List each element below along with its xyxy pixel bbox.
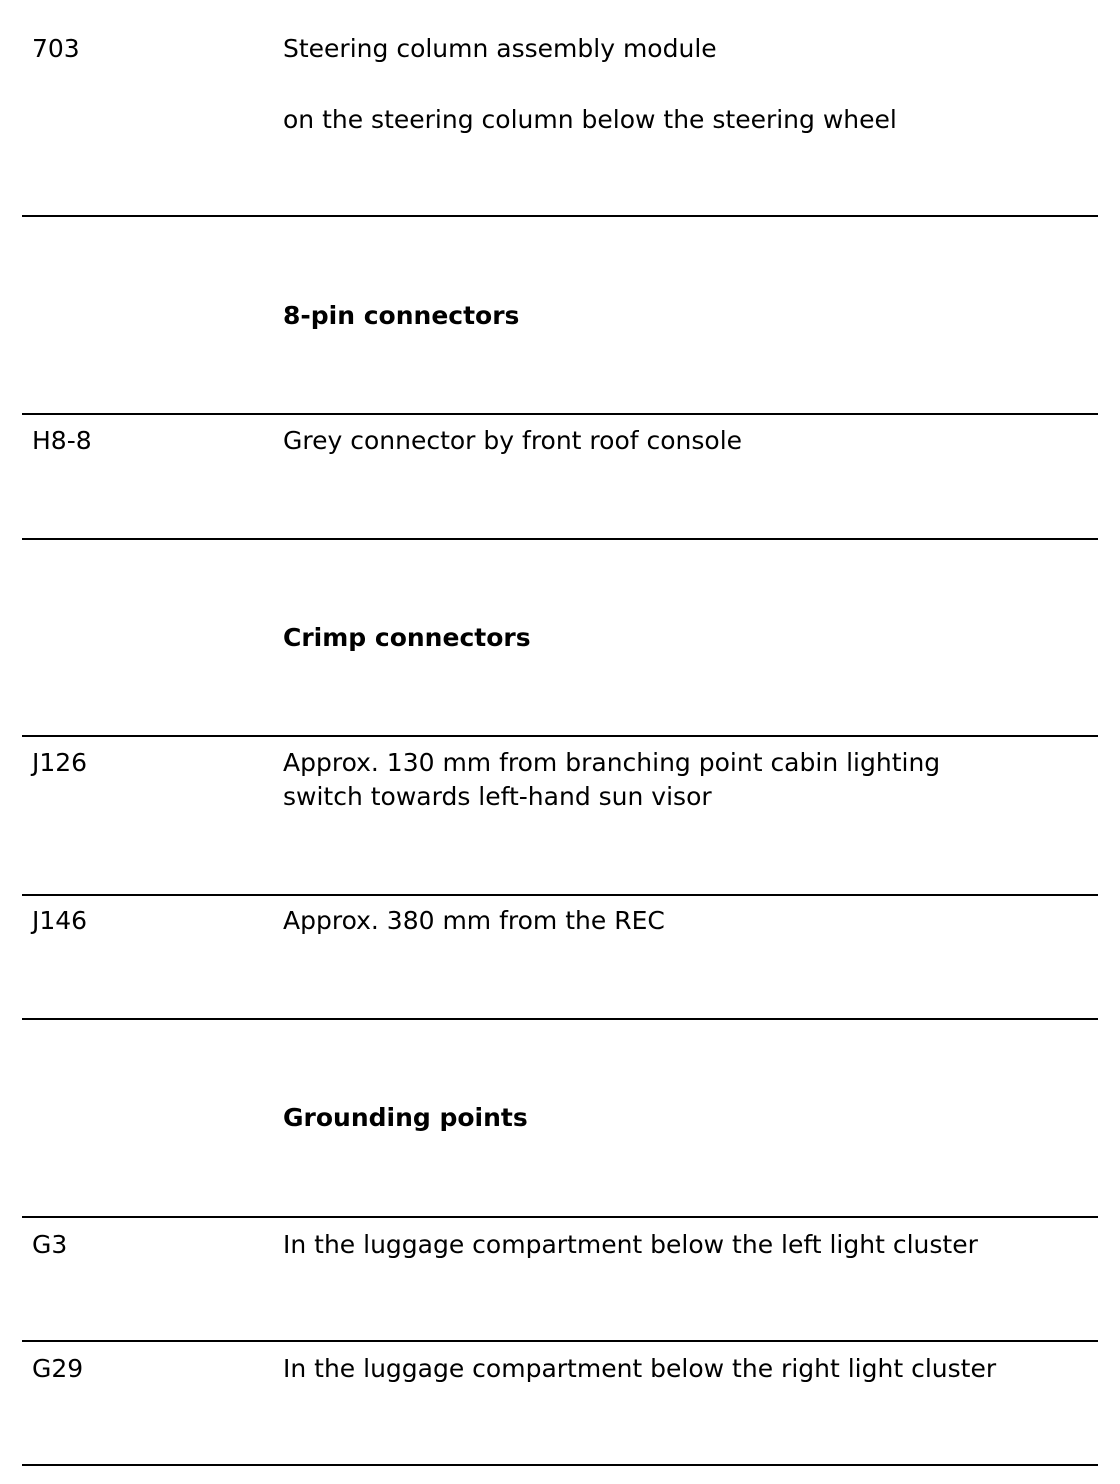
row-divider (22, 735, 1098, 737)
row-divider (22, 215, 1098, 217)
row-divider (22, 894, 1098, 896)
row-divider (22, 413, 1098, 415)
component-description-line: Steering column assembly module (283, 34, 717, 63)
row-divider (22, 1018, 1098, 1020)
component-code-g29: G29 (32, 1354, 84, 1383)
row-divider (22, 1216, 1098, 1218)
row-divider (22, 538, 1098, 540)
component-code-703: 703 (32, 34, 80, 63)
component-location-line: on the steering column below the steering wheel (283, 105, 897, 134)
row-divider (22, 1464, 1098, 1466)
component-description-line: switch towards left-hand sun visor (283, 782, 712, 811)
section-heading-8-pin-connectors: 8-pin connectors (283, 301, 520, 330)
component-description-line: In the luggage compartment below the right light cluster (283, 1354, 997, 1383)
component-description-line: In the luggage compartment below the left light cluster (283, 1230, 978, 1259)
component-code-h8-8: H8-8 (32, 426, 92, 455)
section-heading-crimp-connectors: Crimp connectors (283, 623, 531, 652)
component-description-line: Grey connector by front roof console (283, 426, 743, 455)
row-divider (22, 1340, 1098, 1342)
component-description-line: Approx. 130 mm from branching point cabin lighting (283, 748, 941, 777)
component-code-g3: G3 (32, 1230, 68, 1259)
section-heading-grounding-points: Grounding points (283, 1103, 528, 1132)
component-description-line: Approx. 380 mm from the REC (283, 906, 665, 935)
component-code-j146: J146 (32, 906, 88, 935)
component-code-j126: J126 (32, 748, 88, 777)
